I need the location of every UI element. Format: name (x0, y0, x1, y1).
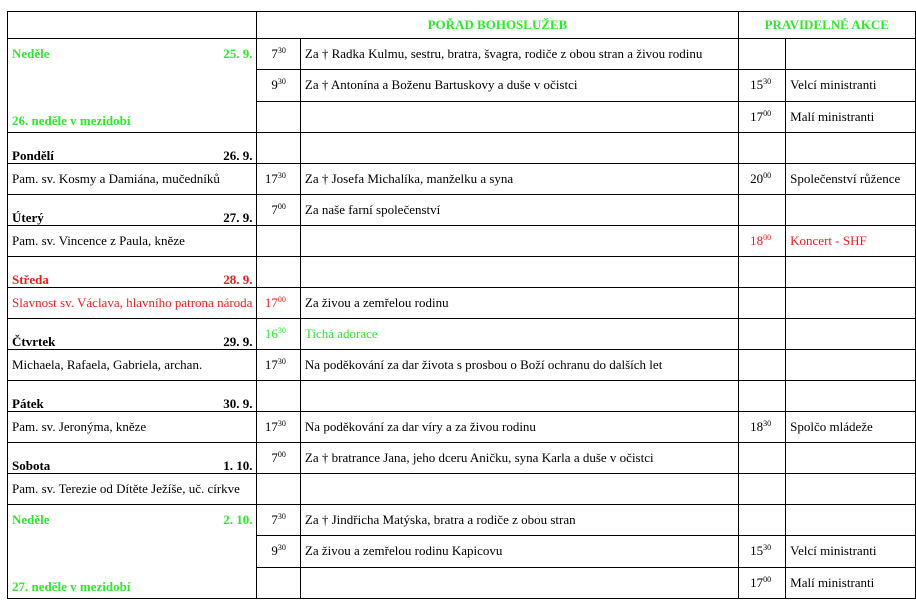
mass-time (257, 567, 300, 598)
mass-intention: Za † Jindřicha Matýska, bratra a rodiče z obou stran (300, 505, 738, 536)
event-name (786, 350, 916, 381)
day-note: 26. neděle v mezidobí (12, 113, 131, 128)
event-time (738, 39, 786, 70)
mass-intention: Za živou a zemřelou rodinu (300, 288, 738, 319)
day-name: Sobota (12, 458, 51, 473)
day-note: Pam. sv. Jeronýma, kněze (8, 412, 257, 443)
event-name: Velcí ministranti (786, 536, 916, 567)
mass-intention (300, 474, 738, 505)
day-name: Středa (12, 272, 49, 287)
mass-time: $17^{30}$ (257, 412, 300, 443)
event-time: $17^{00}$ (738, 567, 786, 598)
mass-time (257, 133, 300, 164)
mass-time: $9^{30}$ (257, 536, 300, 567)
mass-time: $17^{30}$ (257, 164, 300, 195)
mass-time: $17^{00}$ (257, 288, 300, 319)
day-date: 26. 9. (223, 148, 253, 163)
day-note: Michaela, Rafaela, Gabriela, archan. (8, 350, 257, 381)
mass-time (257, 381, 300, 412)
mass-time: $7^{30}$ (257, 505, 300, 536)
mass-intention: Za † Josefa Michalíka, manželku a syna (300, 164, 738, 195)
day-header-tuesday (8, 195, 257, 226)
event-time: $15^{30}$ (738, 536, 786, 567)
header-empty-cell (8, 12, 257, 39)
event-time: $15^{30}$ (738, 70, 786, 101)
event-name (786, 39, 916, 70)
day-note: Pam. sv. Vincence z Paula, kněze (8, 226, 257, 257)
day-name: Pondělí (12, 148, 54, 163)
day-date: 28. 9. (223, 272, 253, 287)
day-date: 30. 9. (223, 396, 253, 411)
day-header-thursday (8, 319, 257, 350)
day-note: Slavnost sv. Václava, hlavního patrona národa (8, 288, 257, 319)
event-time (738, 443, 786, 474)
event-time: $17^{00}$ (738, 101, 786, 132)
event-time (738, 257, 786, 288)
event-name (786, 443, 916, 474)
day-name: Čtvrtek (12, 334, 56, 349)
mass-time: $7^{00}$ (257, 443, 300, 474)
event-name: Společenství růžence (786, 164, 916, 195)
mass-intention (300, 226, 738, 257)
event-time (738, 319, 786, 350)
day-note: Pam. sv. Kosmy a Damiána, mučedníků (8, 164, 257, 195)
mass-intention: Za živou a zemřelou rodinu Kapicovu (300, 536, 738, 567)
mass-intention (300, 133, 738, 164)
event-name (786, 195, 916, 226)
day-name: Neděle (12, 512, 50, 527)
schedule-header: POŘAD BOHOSLUŽEB (257, 12, 738, 39)
mass-intention (300, 257, 738, 288)
day-name: Pátek (12, 396, 44, 411)
event-name: Malí ministranti (786, 567, 916, 598)
day-cell-sunday-1 (8, 39, 257, 133)
event-time (738, 195, 786, 226)
mass-intention: Za † bratrance Jana, jeho dceru Aničku, syna Karla a duše v očistci (300, 443, 738, 474)
day-cell-sunday-2 (8, 505, 257, 599)
event-time: $18^{30}$ (738, 412, 786, 443)
event-name (786, 505, 916, 536)
mass-time: $17^{30}$ (257, 350, 300, 381)
day-date: 25. 9. (223, 46, 253, 61)
event-time: $18^{00}$ (738, 226, 786, 257)
mass-intention: Na poděkování za dar víry a za živou rodinu (300, 412, 738, 443)
schedule-table (7, 11, 916, 599)
mass-intention: Za naše farní společenství (300, 195, 738, 226)
mass-time (257, 101, 300, 132)
mass-intention: Tichá adorace (300, 319, 738, 350)
event-time (738, 505, 786, 536)
event-name: Spolčo mládeže (786, 412, 916, 443)
day-note: Pam. sv. Terezie od Dítěte Ježíše, uč. církve (8, 474, 257, 505)
event-time (738, 381, 786, 412)
event-name (786, 319, 916, 350)
mass-intention (300, 567, 738, 598)
mass-time: $9^{30}$ (257, 70, 300, 101)
event-time (738, 133, 786, 164)
mass-intention: Za † Antonína a Boženu Bartuskovy a duše v očistci (300, 70, 738, 101)
day-header-friday (8, 381, 257, 412)
mass-intention: Na poděkování za dar života s prosbou o Boží ochranu do dalších let (300, 350, 738, 381)
mass-time (257, 474, 300, 505)
day-name: Neděle (12, 46, 50, 61)
event-time (738, 288, 786, 319)
event-name (786, 474, 916, 505)
mass-time (257, 226, 300, 257)
event-name (786, 381, 916, 412)
events-header: PRAVIDELNÉ AKCE (738, 12, 916, 39)
mass-time: $16^{30}$ (257, 319, 300, 350)
day-name: Úterý (12, 210, 44, 225)
event-name (786, 288, 916, 319)
event-name: Malí ministranti (786, 101, 916, 132)
mass-time: $7^{00}$ (257, 195, 300, 226)
event-time: $20^{00}$ (738, 164, 786, 195)
day-header-saturday (8, 443, 257, 474)
day-date: 29. 9. (223, 334, 253, 349)
event-time (738, 474, 786, 505)
mass-intention: Za † Radka Kulmu, sestru, bratra, švagra, rodiče z obou stran a živou rodinu (300, 39, 738, 70)
mass-intention (300, 101, 738, 132)
event-name: Velcí ministranti (786, 70, 916, 101)
day-date: 1. 10. (223, 458, 253, 473)
day-header-monday (8, 133, 257, 164)
mass-time (257, 257, 300, 288)
mass-intention (300, 381, 738, 412)
event-name (786, 133, 916, 164)
day-date: 27. 9. (223, 210, 253, 225)
day-date: 2. 10. (223, 512, 253, 527)
mass-time: $7^{30}$ (257, 39, 300, 70)
event-name (786, 257, 916, 288)
event-time (738, 350, 786, 381)
day-header-wednesday (8, 257, 257, 288)
event-name: Koncert - SHF (786, 226, 916, 257)
day-note: 27. neděle v mezidobí (12, 579, 131, 594)
